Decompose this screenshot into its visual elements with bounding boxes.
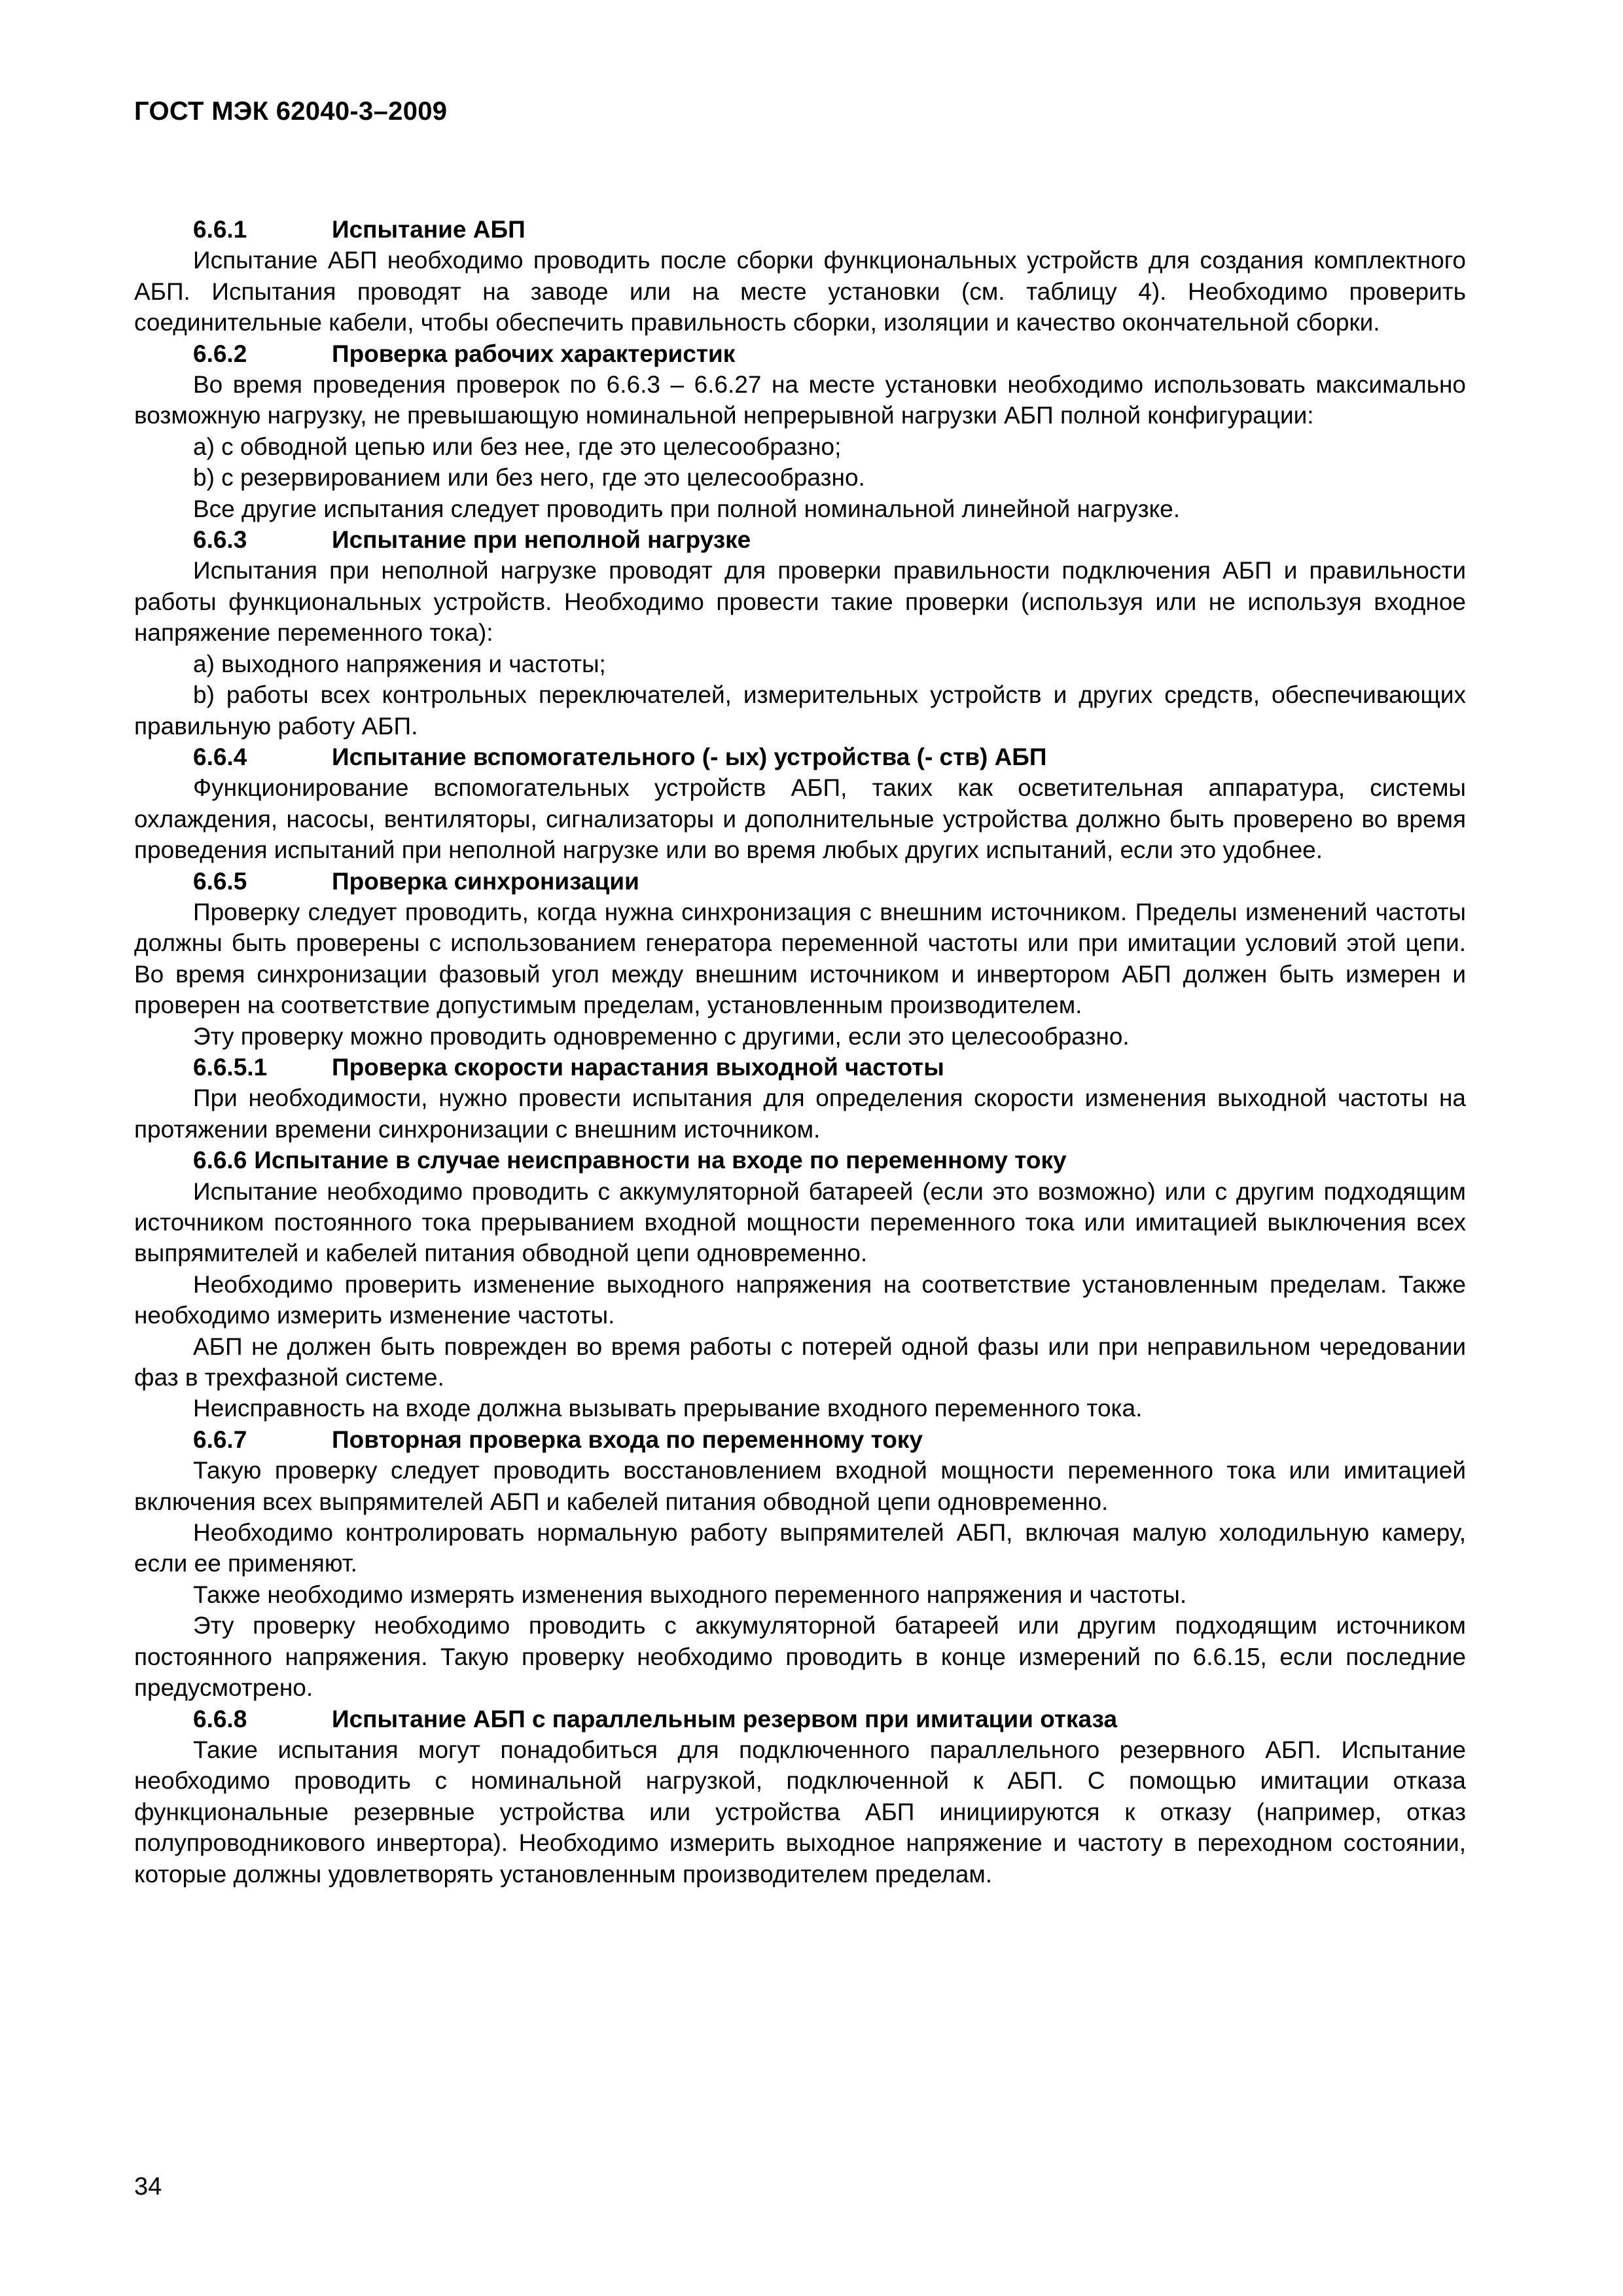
list-item: b) с резервированием или без него, где это целесообразно.	[193, 464, 865, 492]
section-heading	[134, 214, 1466, 245]
paragraph: Испытания при неполной нагрузке проводят для проверки правильности подключения АБП и правильности работы функциональных устройств. Необходимо провести такие проверки (используя или не используя входное напряжение переменного тока):	[134, 557, 1466, 647]
section-heading	[134, 524, 1466, 555]
document-header: ГОСТ МЭК 62040-3–2009	[134, 97, 448, 126]
list-item: a) с обводной цепью или без нее, где это целесообразно;	[193, 433, 842, 460]
paragraph: При необходимости, нужно провести испытания для определения скорости изменения выходной частоты на протяжении времени синхронизации с внешним источником.	[134, 1085, 1466, 1143]
paragraph: Такую проверку следует проводить восстановлением входной мощности переменного тока или имитацией включения всех выпрямителей АБП и кабелей питания обводной цепи одновременно.	[134, 1457, 1466, 1515]
section-heading	[134, 1424, 1466, 1455]
section-number: 6.6.1	[193, 216, 247, 243]
paragraph: Испытание АБП необходимо проводить после сборки функциональных устройств для создания комплектного АБП. Испытания проводят на заводе или на месте установки (см. таблицу 4). Необходимо проверить соединительные кабели, чтобы обеспечить правильность сборки, изоляции и качество окончательной сборки.	[134, 247, 1466, 336]
section-number: 6.6.5.1	[193, 1053, 268, 1081]
section-title: Повторная проверка входа по переменному току	[332, 1426, 923, 1453]
paragraph: Все другие испытания следует проводить при полной номинальной линейной нагрузке.	[193, 495, 1181, 522]
paragraph: АБП не должен быть поврежден во время работы с потерей одной фазы или при неправильном чередовании фаз в трехфазной системе.	[134, 1333, 1466, 1391]
section-number: 6.6.5	[193, 867, 247, 895]
paragraph: Такие испытания могут понадобиться для подключенного параллельного резервного АБП. Испытание необходимо проводить с номинальной нагрузкой, подключенной к АБП. С помощью имитации отказа функциональные резервные устройства или устройства АБП инициируются к отказу (например, отказ полупроводникового инвертора). Необходимо измерить выходное напряжение и частоту в переходном состоянии, которые должны удовлетворять установленным производителем пределам.	[134, 1736, 1466, 1888]
paragraph: Испытание необходимо проводить с аккумуляторной батареей (если это возможно) или с другим подходящим источником постоянного тока прерыванием входной мощности переменного тока или имитацией выключения всех выпрямителей и кабелей питания обводной цепи одновременно.	[134, 1177, 1466, 1267]
section-title: Испытание в случае неисправности на входе по переменному току	[254, 1147, 1067, 1174]
section-number: 6.6.7	[193, 1426, 247, 1453]
paragraph: Функционирование вспомогательных устройств АБП, таких как осветительная аппаратура, системы охлаждения, насосы, вентиляторы, сигнализаторы и дополнительные устройства должно быть проверено во время проведения испытаний при неполной нагрузке или во время любых других испытаний, если это удобнее.	[134, 774, 1466, 864]
list-item: b) работы всех контрольных переключателей, измерительных устройств и других средств, обеспечивающих правильную работу АБП.	[134, 681, 1466, 740]
section-heading	[134, 338, 1466, 369]
paragraph: Необходимо контролировать нормальную работу выпрямителей АБП, включая малую холодильную камеру, если ее применяют.	[134, 1519, 1466, 1577]
section-heading	[134, 866, 1466, 897]
section-title: Проверка скорости нарастания выходной частоты	[332, 1053, 944, 1081]
section-title: Проверка синхронизации	[332, 867, 639, 895]
section-number: 6.6.3	[193, 526, 247, 554]
section-title: Испытание при неполной нагрузке	[332, 526, 751, 554]
document-body	[134, 214, 1466, 1890]
paragraph: Эту проверку можно проводить одновременно с другими, если это целесообразно.	[193, 1022, 1130, 1050]
section-number: 6.6.6	[193, 1147, 247, 1174]
paragraph: Эту проверку необходимо проводить с аккумуляторной батареей или другим подходящим источником постоянного напряжения. Такую проверку необходимо проводить в конце измерений по 6.6.15, если последние предусмотрено.	[134, 1612, 1466, 1702]
section-number: 6.6.4	[193, 743, 247, 770]
section-title: Испытание АБП	[332, 216, 526, 243]
list-item: a) выходного напряжения и частоты;	[193, 650, 606, 677]
section-title: Испытание вспомогательного (- ых) устройства (- ств) АБП	[332, 743, 1047, 770]
paragraph: Проверку следует проводить, когда нужна синхронизация с внешним источником. Пределы изменений частоты должны быть проверены с использованием генератора переменной частоты или при имитации условий этой цепи. Во время синхронизации фазовый угол между внешним источником и инвертором АБП должен быть измерен и проверен на соответствие допустимым пределам, установленным производителем.	[134, 898, 1466, 1019]
paragraph: Также необходимо измерять изменения выходного переменного напряжения и частоты.	[193, 1581, 1187, 1608]
paragraph: Неисправность на входе должна вызывать прерывание входного переменного тока.	[193, 1395, 1143, 1422]
section-title: Испытание АБП с параллельным резервом при имитации отказа	[332, 1705, 1118, 1732]
paragraph: Необходимо проверить изменение выходного напряжения на соответствие установленным пределам. Также необходимо измерить изменение частоты.	[134, 1270, 1466, 1329]
page-number: 34	[134, 2173, 162, 2200]
section-number: 6.6.2	[193, 340, 247, 367]
section-heading	[134, 1704, 1466, 1734]
section-heading	[134, 1052, 1466, 1083]
paragraph: Во время проведения проверок по 6.6.3 – 6.6.27 на месте установки необходимо использовать максимально возможную нагрузку, не превышающую номинальной непрерывной нагрузки АБП полной конфигурации:	[134, 371, 1466, 429]
section-heading	[134, 742, 1466, 772]
section-number: 6.6.8	[193, 1705, 247, 1732]
section-heading	[134, 1145, 1466, 1175]
section-title: Проверка рабочих характеристик	[332, 340, 736, 367]
